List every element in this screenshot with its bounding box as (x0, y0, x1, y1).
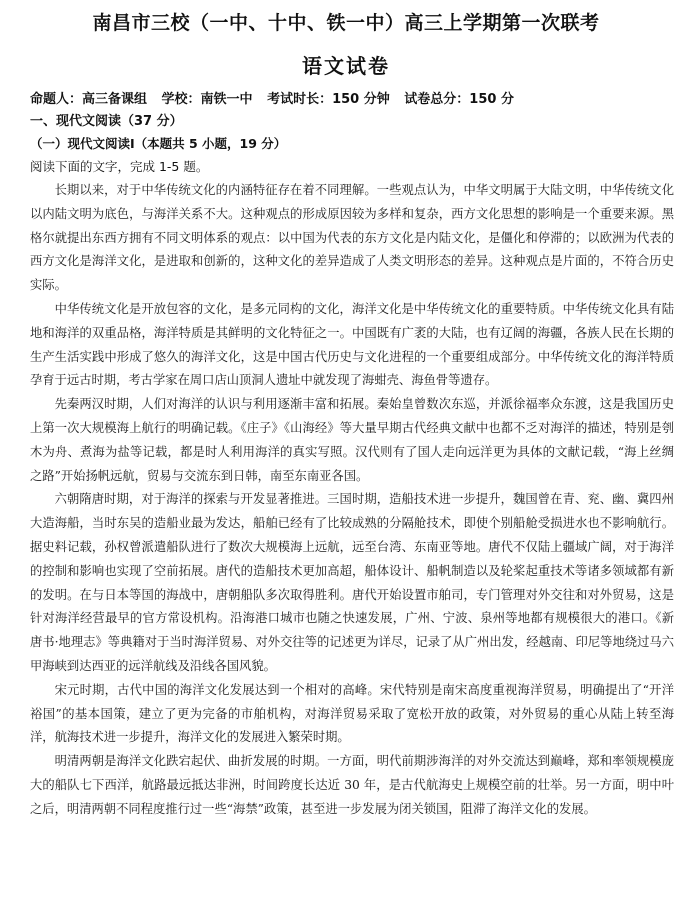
section-heading: 一、现代文阅读（37 分） (30, 114, 183, 129)
passage-paragraph: 宋元时期，古代中国的海洋文化发展达到一个相对的高峰。宋代特别是南宋高度重视海洋贸易，明确提出了“开洋裕国”的基本国策，建立了更为完备的市舶机构，对海洋贸易采取了宽松开放的政策，对外贸易的重心从陆上转至海洋，航海技术进一步提升，海洋文化的发展进入繁荣时期。 (30, 682, 674, 745)
passage-paragraph: 长期以来，对于中华传统文化的内涵特征存在着不同理解。一些观点认为，中华文明属于大陆文明，中华传统文化以内陆文明为底色，与海洋关系不大。这种观点的形成原因较为多样和复杂，西方文化思想的影响是一个重要来源。黑格尔就提出东西方拥有不同文明体系的观点：以中国为代表的东方文化是内陆文化，是僵化和停滞的；以欧洲为代表的西方文化是海洋文化，是进取和创新的，这种文化的差异造成了人类文明形态的差异。这种观点是片面的，不符合历史实际。 (30, 183, 674, 293)
subsection-heading: （一）现代文阅读Ⅰ（本题共 5 小题，19 分） (30, 136, 287, 151)
exam-title: 南昌市三校（一中、十中、铁一中）高三上学期第一次联考 (92, 12, 600, 34)
meta-duration: 考试时长：150 分钟 (267, 92, 390, 107)
reading-passage (30, 179, 674, 822)
meta-author: 命题人：高三备课组 (30, 92, 148, 107)
exam-meta (30, 88, 670, 107)
reading-instruction: 阅读下面的文字，完成 1-5 题。 (30, 159, 209, 174)
passage-paragraph: 六朝隋唐时期，对于海洋的探索与开发显著推进。三国时期，造船技术进一步提升，魏国曾在青、兖、幽、冀四州大造海船，当时东吴的造船业最为发达，船舶已经有了比较成熟的分隔舱技术，即使个别船舱受损进水也不影响航行。据史料记载，孙权曾派遣船队进行了数次大规模海上远航，远至台湾、东南亚等地。唐代不仅陆上疆域广阔，对于海洋的控制和影响也实现了空前拓展。唐代的造船技术更加高超，船体设计、船帆制造以及轮桨起重技术等诸多领域都有新的发明。在与日本等国的海战中，唐朝船队多次取得胜利。唐代开始设置市舶司，专门管理对外交往和对外贸易，这是针对海洋经营最早的官方常设机构。沿海港口城市也随之快速发展，广州、宁波、泉州等地都有规模很大的港口。《新唐书·地理志》等典籍对于当时海洋贸易、对外交往等的记述更为详尽，记录了从广州出发，经越南、印尼等地绕过马六甲海峡到达西亚的远洋航线及沿线各国风貌。 (30, 492, 674, 673)
meta-total: 试卷总分：150 分 (404, 92, 514, 107)
passage-paragraph: 明清两朝是海洋文化跌宕起伏、曲折发展的时期。一方面，明代前期涉海洋的对外交流达到巅峰，郑和率领规模庞大的船队七下西洋，航路最远抵达非洲，时间跨度长达近 30 年，是古代航海史上规模空前的壮举。另一方面，明中叶之后，明清两朝不同程度推行过一些“海禁”政策，甚至进一步发展为闭关锁国，阻滞了海洋文化的发展。 (30, 754, 674, 816)
meta-school: 学校：南铁一中 (161, 92, 253, 107)
exam-subtitle: 语文试卷 (302, 54, 390, 78)
passage-paragraph: 先秦两汉时期，人们对海洋的认识与利用逐渐丰富和拓展。秦始皇曾数次东巡，并派徐福率众东渡，这是我国历史上第一次大规模海上航行的明确记载。《庄子》《山海经》等大量早期古代经典文献中也都不乏对海洋的描述，特别是刳木为舟、煮海为盐等记载，都是时人利用海洋的真实写照。汉代则有了国人走向远洋更为具体的文献记载，“海上丝绸之路”开始扬帆远航，贸易与交流东到日韩，南至东南亚各国。 (30, 397, 674, 483)
passage-paragraph: 中华传统文化是开放包容的文化，是多元同构的文化，海洋文化是中华传统文化的重要特质。中华传统文化具有陆地和海洋的双重品格，海洋特质是其鲜明的文化特征之一。中国既有广袤的大陆，也有辽阔的海疆，各族人民在长期的生产生活实践中形成了悠久的海洋文化，这是中国古代历史与文化进程的一个重要组成部分。中华传统文化的海洋特质孕育于远古时期，考古学家在周口店山顶洞人遗址中就发现了海蚶壳、海鱼骨等遗存。 (30, 301, 674, 388)
